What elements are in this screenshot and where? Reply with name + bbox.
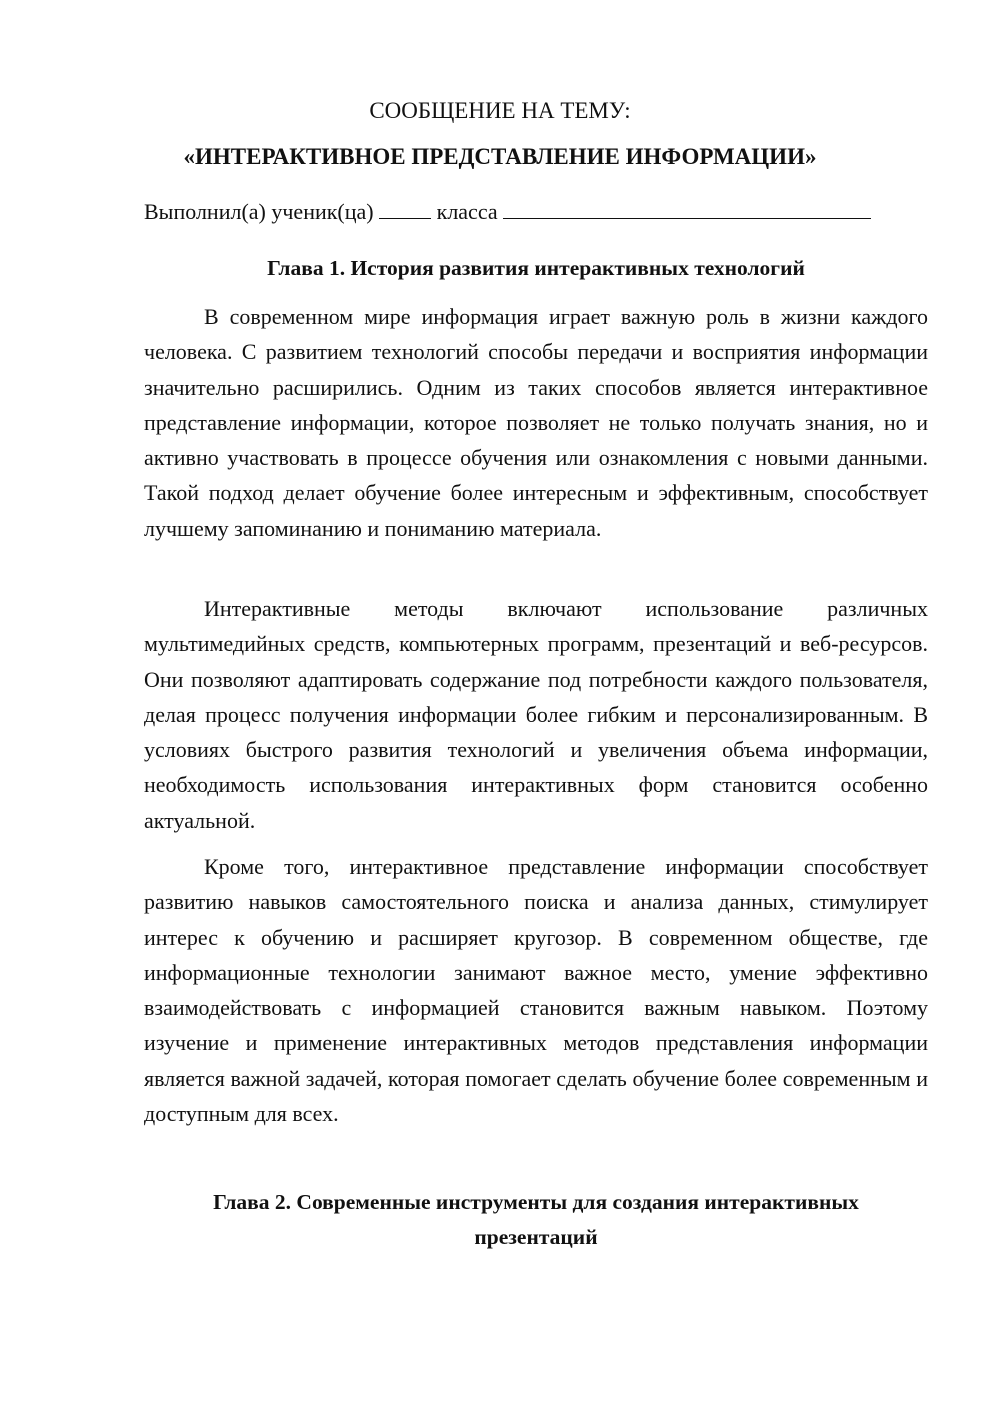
- document-subtitle: «ИНТЕРАКТИВНОЕ ПРЕДСТАВЛЕНИЕ ИНФОРМАЦИИ»: [183, 144, 817, 169]
- document-title: СООБЩЕНИЕ НА ТЕМУ:: [369, 98, 631, 123]
- author-line: [144, 197, 928, 227]
- chapter-1-paragraph-1: В современном мире информация играет важную роль в жизни каждого человека. С развитием технологий способы передачи и восприятия информации значительно расширились. Одним из таких способов является интерактивное представление информации, которое позволяет не только получать знания, но и активно участвовать в процессе обучения или ознакомления с новыми данными. Такой подход делает обучение более интересным и эффективным, способствует лучшему запоминанию и пониманию материала.: [144, 304, 928, 541]
- author-class-label: класса: [436, 199, 498, 224]
- chapter-2-heading: [144, 1185, 928, 1255]
- chapter-2-heading-line-1: Глава 2. Современные инструменты для создания интерактивных: [213, 1190, 859, 1214]
- chapter-1-paragraph-3: Кроме того, интерактивное представление информации способствует развитию навыков самостоятельного поиска и анализа данных, стимулирует интерес к обучению и расширяет кругозор. В современном обществе, где информационные технологии занимают важное место, умение эффективно взаимодействовать с информацией становится важным навыком. Поэтому изучение и применение интерактивных методов представления информации является важной задачей, которая помогает сделать обучение более современным и доступным для всех.: [144, 854, 928, 1127]
- name-blank-field: [503, 198, 871, 219]
- grade-blank-field: [379, 198, 431, 219]
- chapter-1-heading: Глава 1. История развития интерактивных технологий: [267, 256, 805, 280]
- chapter-2-heading-line-2: презентаций: [474, 1225, 598, 1249]
- author-prefix-label: Выполнил(а) ученик(ца): [144, 199, 374, 224]
- chapter-1-paragraph-2: Интерактивные методы включают использование различных мультимедийных средств, компьютерных программ, презентаций и веб-ресурсов. Они позволяют адаптировать содержание под потребности каждого пользователя, делая процесс получения информации более гибким и персонализированным. В условиях быстрого развития технологий и увеличения объема информации, необходимость использования интерактивных форм становится особенно актуальной.: [144, 596, 928, 833]
